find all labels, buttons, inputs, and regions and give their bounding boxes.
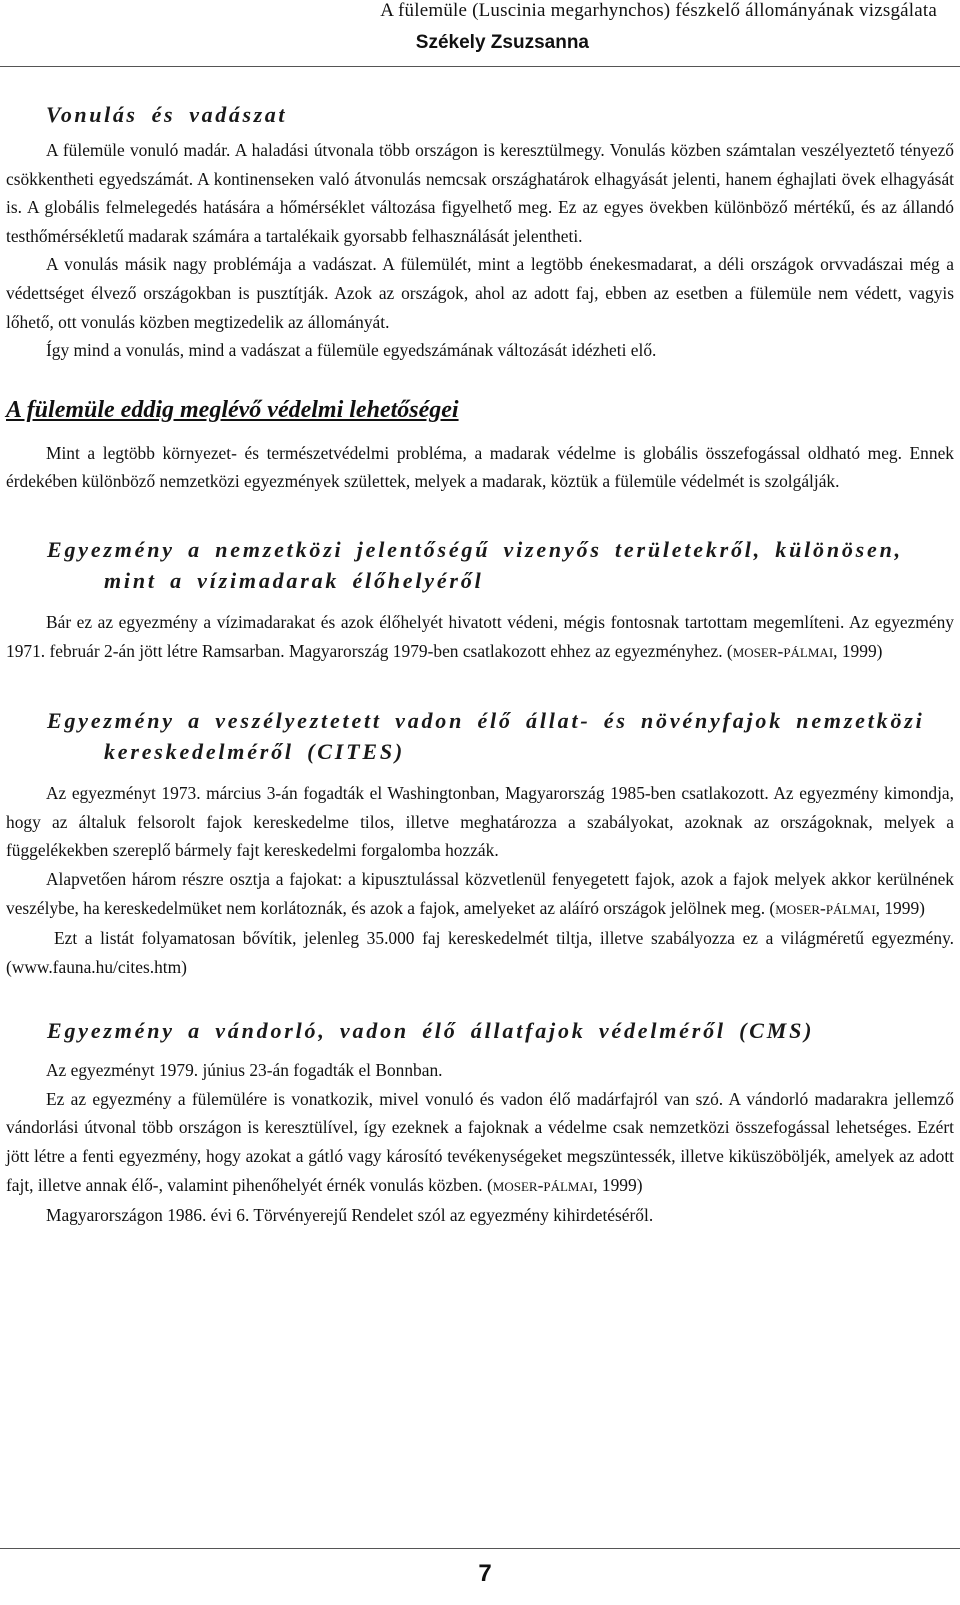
paragraph: Az egyezményt 1973. március 3-án fogadták el Washingtonban, Magyarország 1985-ben csatlakozott. Az egyezmény kimondja, hogy az általuk felsorolt fajok kereskedelme tilos, illetve meghatározza a szabályokat, azoknak az országoknak, melyek a függelékekben szereplő bármely fajt kereskedelmi forgalomba hozzák. <box>6 783 954 861</box>
paragraph-text: Alapvetően három részre osztja a fajokat: a kipusztulással közvetlenül fenyegetett fajok, azok a fajok melyek akkor kerülnének veszélybe, ha kereskedelmüket nem korlátoznák, és azok a fajok, amelyeket az aláíró országok jelölnek meg. ( <box>6 868 954 918</box>
citation-author: PÁLMAI <box>825 901 876 917</box>
heading-line: Egyezmény a veszélyeztetett vadon élő állat- és növényfajok nemzetközi <box>47 708 925 734</box>
heading-line: kereskedelméről (CITES) <box>104 739 405 765</box>
citation-author: PÁLMAI <box>783 644 834 660</box>
footer-divider <box>0 1548 960 1549</box>
citation-author: MOSER <box>732 644 778 660</box>
citation-author: PÁLMAI <box>543 1178 594 1194</box>
paragraph: A vonulás másik nagy problémája a vadászat. A fülemülét, mint a legtöbb énekesmadarat, a déli országok orvvadászai még a védettséget élvező országokban is pusztítják. Azok az országok, ahol az adott faj, ebben az esetben a fülemüle nem védett, vagyis lőhető, ott vonulás közben megtizedelik az állományát. <box>6 254 954 332</box>
heading-line: mint a vízimadarak élőhelyéről <box>104 567 484 593</box>
subsection-heading-ramsar <box>6 534 954 596</box>
paragraph: Alapvetően három részre osztja a fajokat: a kipusztulással közvetlenül fenyegetett fajok, azok a fajok melyek akkor kerülnének veszélybe, ha kereskedelmüket nem korlátoznák, és azok a fajok, amelyeket az aláíró országok jelölnek meg. (MOSER-PÁLMAI, 1999) <box>6 868 954 918</box>
section-heading-vonulas: Vonulás és vadászat <box>46 102 288 127</box>
citation-year: , 1999) <box>833 640 883 661</box>
page-number: 7 <box>478 1560 492 1587</box>
subsection-heading-cms <box>6 1015 954 1046</box>
citation-year: , 1999) <box>593 1174 643 1195</box>
page-body <box>6 102 954 1230</box>
heading-line: Egyezmény a vándorló, vadon élő állatfajok védelméről (CMS) <box>47 1018 815 1044</box>
paragraph: Ezt a listát folyamatosan bővítik, jelenleg 35.000 faj kereskedelmét tiltja, illetve szabályozza ez a világméretű egyezmény. (www.fauna.hu/cites.htm) <box>6 928 954 977</box>
citation-author: MOSER <box>492 1178 538 1194</box>
section-heading-vedelem: A fülemüle eddig meglévő védelmi lehetőségei <box>6 396 459 423</box>
paragraph: Ez az egyezmény a fülemülére is vonatkozik, mivel vonuló és vadon élő madárfajról van szó. A vándorló madarakra jellemző vándorlási útvonal több országon is keresztülível, így ezeknek a fajoknak a védelme csak nemzetközi összefogással lehetséges. Ezért jött létre a fenti egyezmény, hogy azokat a gátló vagy károsító tevékenységeket megszüntessék, illetve kiküszöböljék, amelyek az adott fajt, illetve annak élő-, valamint pihenőhelyét érnék vonulás közben. (MOSER-PÁLMAI, 1999) <box>6 1088 954 1195</box>
citation-year: , 1999) <box>875 897 925 918</box>
paragraph: Így mind a vonulás, mind a vadászat a fülemüle egyedszámának változását idézheti elő. <box>46 340 657 361</box>
paragraph: Magyarországon 1986. évi 6. Törvényerejű Rendelet szól az egyezmény kihirdetéséről. <box>46 1205 654 1226</box>
heading-line: Egyezmény a nemzetközi jelentőségű vizenyős területekről, különösen, <box>47 536 903 562</box>
paragraph: Mint a legtöbb környezet- és természetvédelmi probléma, a madarak védelme is globális összefogással oldható meg. Ennek érdekében különböző nemzetközi egyezmények születtek, melyek a madarak, köztük a fülemüle védelmét is szolgálják. <box>6 442 954 492</box>
paragraph-text: Bár ez az egyezmény a vízimadarakat és azok élőhelyét hivatott védeni, mégis fontosnak tartottam megemlíteni. Az egyezmény 1971. február 2-án jött létre Ramsarban. Magyarország 1979-ben csatlakozott ehhez az egyezményhez. ( <box>6 611 954 661</box>
citation-author: MOSER <box>775 901 821 917</box>
subsection-heading-cites <box>6 705 954 767</box>
paragraph: Az egyezményt 1979. június 23-án fogadták el Bonnban. <box>46 1060 443 1081</box>
paragraph: Bár ez az egyezmény a vízimadarakat és azok élőhelyét hivatott védeni, mégis fontosnak tartottam megemlíteni. Az egyezmény 1971. február 2-án jött létre Ramsarban. Magyarország 1979-ben csatlakozott ehhez az egyezményhez. (MOSER-PÁLMAI, 1999) <box>6 611 954 661</box>
running-header-author: Székely Zsuzsanna <box>415 32 589 53</box>
paragraph: A fülemüle vonuló madár. A haladási útvonala több országon is keresztülmegy. Vonulás közben számtalan veszélyeztető tényező csökkentheti egyedszámát. A kontinenseken való átvonulás nemcsak országhatárok elhagyását jelenti, hanem éghajlati övek elhagyását is. A globális felmelegedés hatására a hőmérséklet változása figyelhető meg. Ez az egyes övekben különböző mértékű, és az állandó testhőmérsékletű madarak számára a tartalékaik gyorsabb felhasználását jelentheti. <box>6 140 954 246</box>
header-divider <box>0 66 960 67</box>
paragraph-text: Ez az egyezmény a fülemülére is vonatkozik, mivel vonuló és vadon élő madárfajról van szó. A vándorló madarakra jellemző vándorlási útvonal több országon is keresztülível, így ezeknek a fajoknak a védelme csak nemzetközi összefogással lehetséges. Ezért jött létre a fenti egyezmény, hogy azokat a gátló vagy károsító tevékenységeket megszüntessék, illetve kiküszöböljék, amelyek az adott fajt, illetve annak élő-, valamint pihenőhelyét érnék vonulás közben. ( <box>6 1088 954 1195</box>
running-header-title: A fülemüle (Luscinia megarhynchos) fészkelő állományának vizsgálata <box>380 0 937 21</box>
